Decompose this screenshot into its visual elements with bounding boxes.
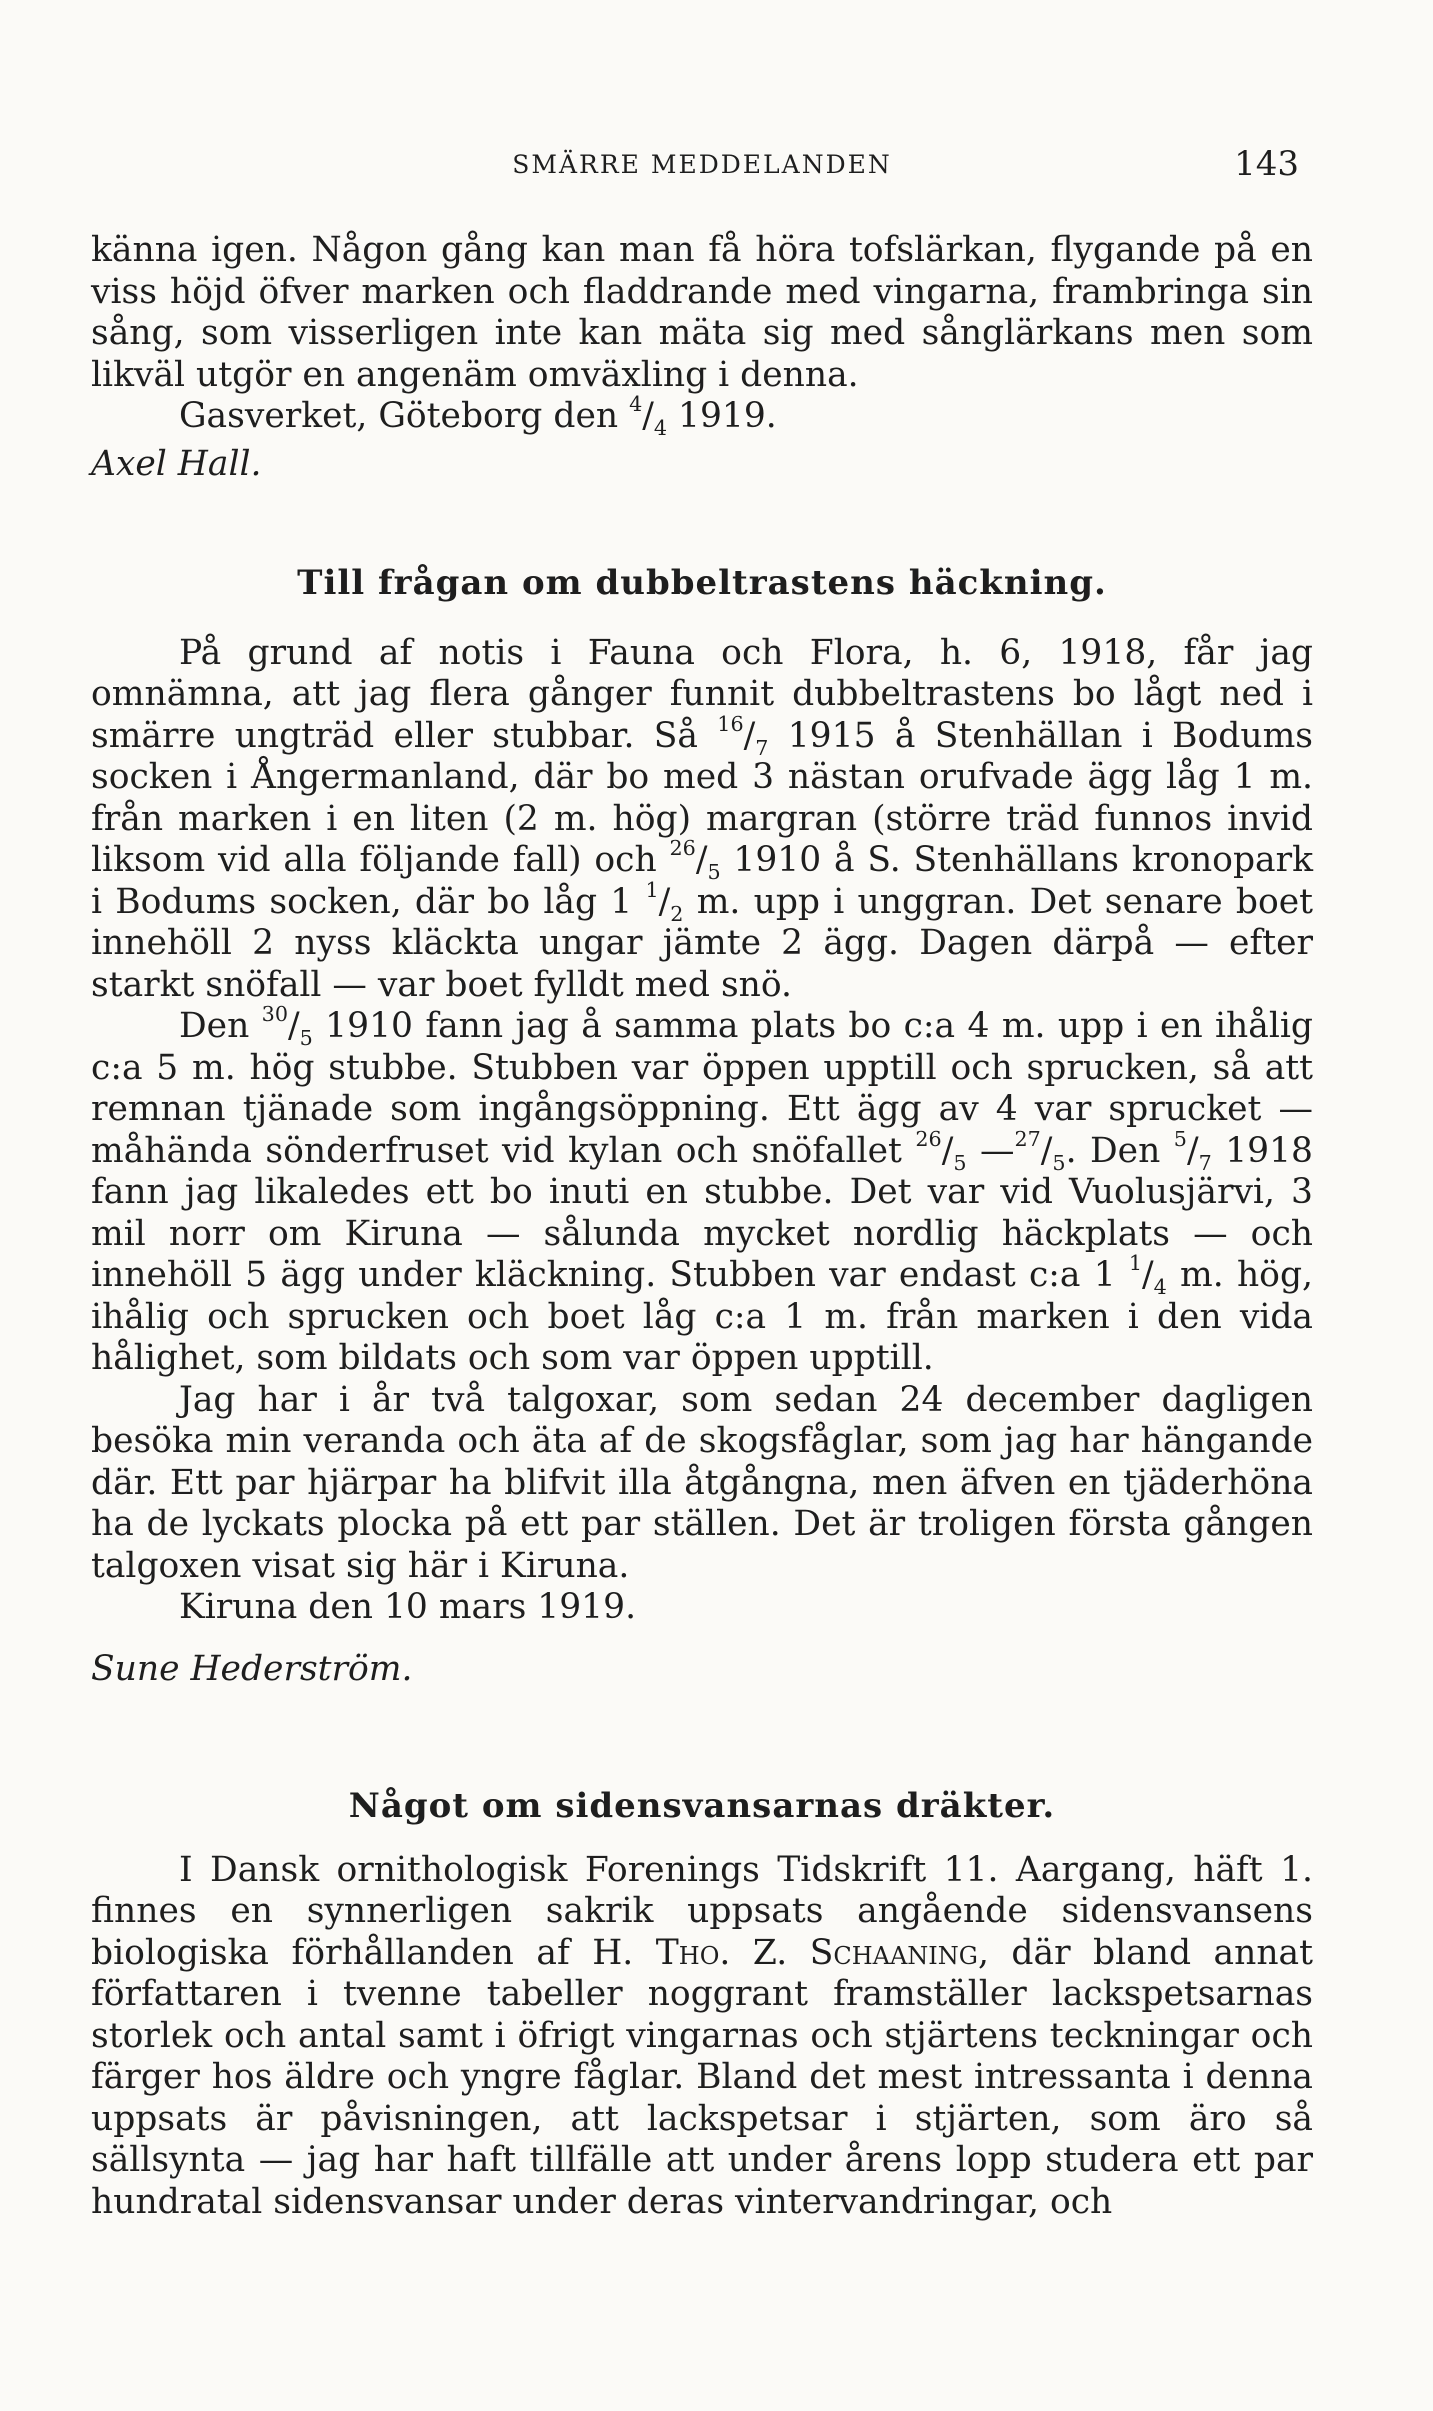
article3-title: Något om sidensvansarnas dräkter.	[348, 1786, 1056, 1826]
article2-signature: Sune Hederström.	[91, 1648, 413, 1689]
article1-signature: Axel Hall.	[91, 443, 262, 484]
article2-title: Till frågan om dubbeltrastens häckning.	[297, 563, 1107, 603]
running-head	[91, 144, 1313, 190]
article2-dateline: Kiruna den 10 mars 1919.	[179, 1587, 637, 1627]
running-title: SMÄRRE MEDDELANDEN	[512, 150, 892, 179]
article1-dateline: Gasverket, Göteborg den $^4/_4$ 1919.	[179, 392, 777, 440]
body-text	[91, 230, 1313, 2223]
article2-paragraph-2: Den $^{30}/_5$ 1910 fann jag å samma plats bo c:a 4 m. upp i en ihålig c:a 5 m. hög stubbe. Stubben var öppen upptill och sprucken, så att remnan tjänade som ingångsöppning. Ett ägg av 4 var sprucket — måhända sönderfruset vid kylan och snöfallet $^{26}/_5$ $—^{27}/_5$. Den $^5/_7$ 1918 fann jag likaledes ett bo inuti en stubbe. Det var vid Vuolusjärvi, 3 mil norr om Kiruna — sålunda mycket nordlig häckplats — och innehöll 5 ägg under kläckning. Stubben var endast c:a 1 $^1/_4$ m. hög, ihålig och sprucken och boet låg c:a 1 m. från marken i den vida hålighet, som bildats och som var öppen upptill.	[91, 1002, 1314, 1378]
page-number: 143	[1234, 144, 1299, 184]
article1-continuation: känna igen. Någon gång kan man få höra tofslärkan, flygande på en viss höjd öfver marken och fladdrande med vingarna, frambringa sin sång, som visserligen inte kan mäta sig med sånglärkans men som likväl utgör en angenäm omväxling i denna.	[91, 230, 1313, 395]
article2-paragraph-1: På grund af notis i Fauna och Flora, h. 6, 1918, får jag omnämna, att jag flera gånger funnit dubbeltrastens bo lågt ned i smärre ungträd eller stubbar. Så $^{16}/_7$ 1915 å Stenhällan i Bodums socken i Ångermanland, där bo med 3 nästan orufvade ägg låg 1 m. från marken i en liten (2 m. hög) margran (större träd funnos invid liksom vid alla följande fall) och $^{26}/_5$ 1910 å S. Stenhällans kronopark i Bodums socken, där bo låg 1 $^1/_2$ m. upp i unggran. Det senare boet innehöll 2 nyss kläckta ungar jämte 2 ägg. Dagen därpå — efter starkt snöfall — var boet fylldt med snö.	[91, 632, 1314, 1005]
article3-paragraph-1: I Dansk ornithologisk Forenings Tidskrift 11. Aargang, häft 1. finnes en synnerligen sakrik uppsats angående sidensvansens biologiska förhållanden af H. Tho. Z. Schaaning, där bland annat författaren i tvenne tabeller noggrant framställer lackspetsarnas storlek och antal samt i öfrigt vingarnas och stjärtens teckningar och färger hos äldre och yngre fåglar. Bland det mest intressanta i denna uppsats är påvisningen, att lackspetsar i stjärten, som äro så sällsynta — jag har haft tillfälle att under årens lopp studera ett par hundratal sidensvansar under deras vintervandringar, och	[91, 1849, 1313, 2222]
article2-paragraph-3: Jag har i år två talgoxar, som sedan 24 december dagligen besöka min veranda och äta af de skogsfåglar, som jag har hängande där. Ett par hjärpar ha blifvit illa åtgångna, men äfven en tjäderhöna ha de lyckats plocka på ett par ställen. Det är troligen första gången talgoxen visat sig här i Kiruna.	[91, 1379, 1313, 1586]
